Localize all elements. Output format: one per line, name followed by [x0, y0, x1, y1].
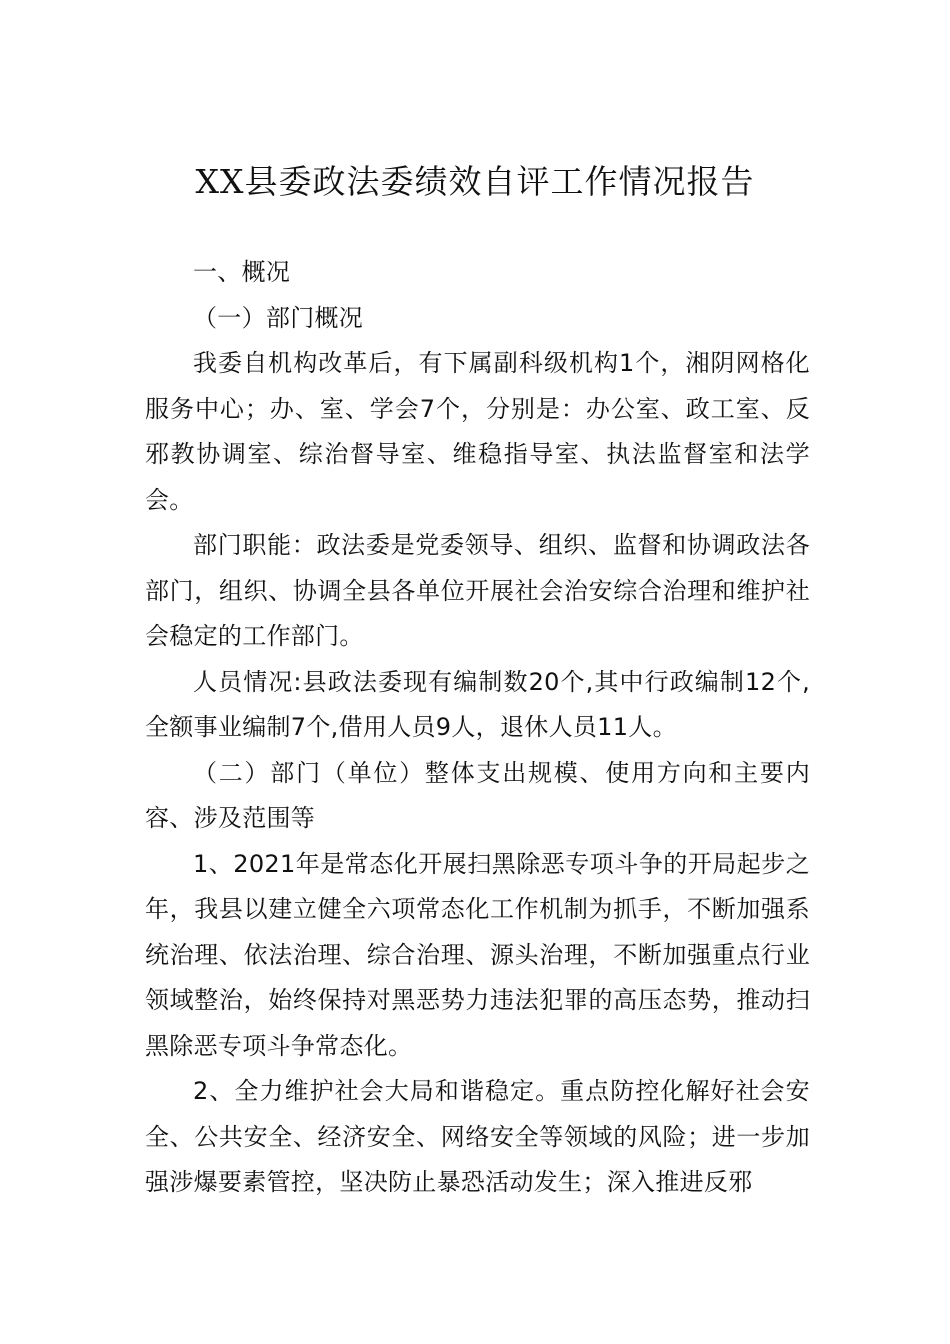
- subsection-heading: （二）部门（单位）整体支出规模、使用方向和主要内容、涉及范围等: [145, 758, 810, 832]
- body-paragraph: 2、全力维护社会大局和谐稳定。重点防控化解好社会安全、公共安全、经济安全、网络安全等领域的风险；进一步加强涉爆要素管控，坚决防止暴恐活动发生；深入推进反邪: [145, 1077, 810, 1196]
- body-paragraph: 部门职能：政法委是党委领导、组织、监督和协调政法各部门，组织、协调全县各单位开展社会治安综合治理和维护社会稳定的工作部门。: [145, 531, 810, 650]
- body-paragraph: 人员情况:县政法委现有编制数20个,其中行政编制12个,全额事业编制7个,借用人员9人，退休人员11人。: [145, 667, 810, 741]
- section-heading: 一、概况: [193, 258, 291, 286]
- body-paragraph: 我委自机构改革后，有下属副科级机构1个，湘阴网格化服务中心；办、室、学会7个，分别是：办公室、政工室、反邪教协调室、综治督导室、维稳指导室、执法监督室和法学会。: [145, 349, 810, 514]
- subsection-heading: （一）部门概况: [193, 303, 364, 332]
- document-title: XX县委政法委绩效自评工作情况报告: [195, 162, 755, 201]
- body-paragraph: 1、2021年是常态化开展扫黑除恶专项斗争的开局起步之年，我县以建立健全六项常态化工作机制为抓手，不断加强系统治理、依法治理、综合治理、源头治理，不断加强重点行业领域整治，始终保持对黑恶势力违法犯罪的高压态势，推动扫黑除恶专项斗争常态化。: [145, 849, 810, 1060]
- document-body: [145, 250, 810, 1206]
